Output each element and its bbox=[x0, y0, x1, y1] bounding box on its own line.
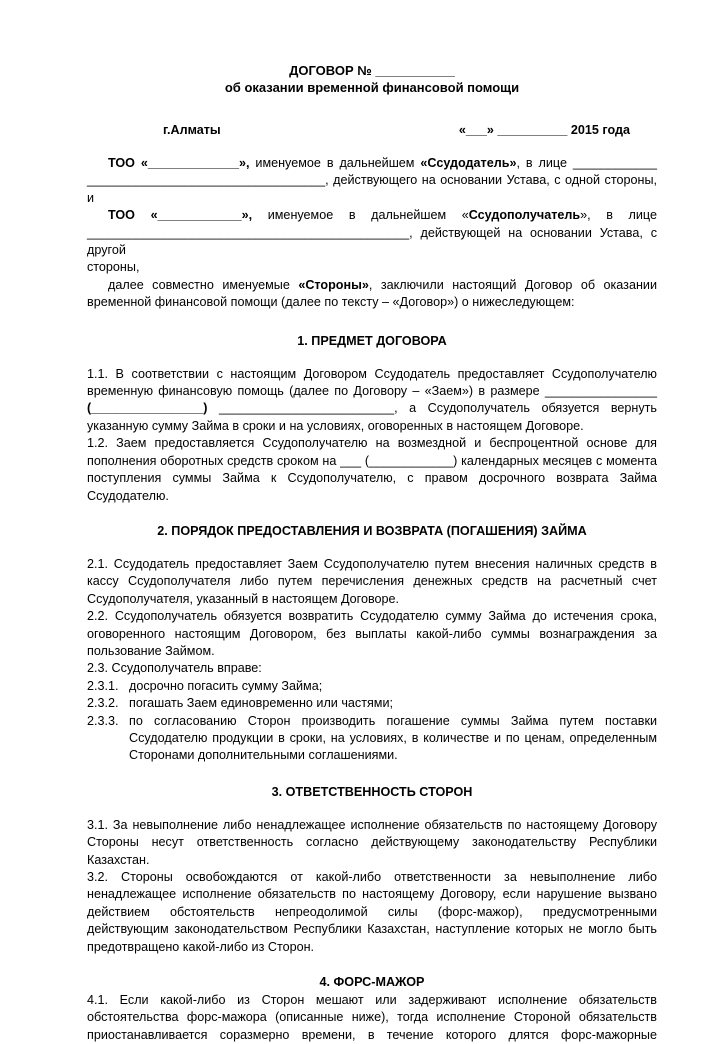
clause-2-1: 2.1. Ссудодатель предоставляет Заем Ссудополучателю путем внесения наличных средств в кассу Ссудополучателя либо путем перечисления денежных средств на расчетный счет Ссудополучателя, указанный в настоящем Договоре. bbox=[87, 556, 657, 606]
section-3-title: 3. ОТВЕТСТВЕННОСТЬ СТОРОН bbox=[271, 784, 473, 799]
party2-line3: стороны, bbox=[87, 260, 140, 275]
clause-1-2: 1.2. Заем предоставляется Ссудополучателю на возмездной и беспроцентной основе для пополнения оборотных средств сроком на ___ (____________) календарных месяцев с момента поступления суммы Займа к Ссудополучателю, с правом досрочного возврата Займа Ссудодателю. bbox=[87, 436, 657, 503]
section-3 bbox=[87, 817, 657, 956]
contract-title: ДОГОВОР № ___________ bbox=[289, 63, 455, 78]
clause-3-1: 3.1. За невыполнение либо ненадлежащее исполнение обязательств по настоящему Договору Стороны несут ответственность согласно действующему законодательству Республики Казахстан. bbox=[87, 817, 657, 867]
contract-subtitle: об оказании временной финансовой помощи bbox=[224, 80, 520, 95]
list-item: 2.3.2. погашать Заем единовременно или частями; bbox=[87, 696, 393, 711]
parties-block bbox=[87, 155, 657, 312]
party1-line1: ТОО «_____________», именуемое в дальнейшем «Ссудодатель», в лице ____________ bbox=[108, 156, 657, 170]
section-1-title: 1. ПРЕДМЕТ ДОГОВОРА bbox=[297, 333, 447, 348]
list-item: 2.3.1. досрочно погасить сумму Займа; bbox=[87, 678, 323, 693]
city: г.Алматы bbox=[163, 123, 221, 137]
section-4 bbox=[87, 992, 657, 1044]
clause-2-2: 2.2. Ссудополучатель обязуется возвратить Ссудодателю сумму Займа до истечения срока, оговоренного настоящим Договором, без выплаты какой-либо суммы вознаграждения за пользование Займом. bbox=[87, 609, 657, 658]
party1-line2: __________________________________, действующего на основании Устава, с одной стороны, и bbox=[87, 173, 657, 205]
clause-1-1: 1.1. В соответствии с настоящим Договором Ссудодатель предоставляет Ссудополучателю временную финансовую помощь (далее по Договору – «Заем») в размере ________________ (________________) _________________________, а Ссудополучатель обязуется вернуть указанную сумму Займа в сроки и на условиях, оговоренных в настоящем Договоре. bbox=[87, 366, 657, 433]
clause-2-3: 2.3. Ссудополучатель вправе: bbox=[87, 661, 262, 676]
section-1 bbox=[87, 366, 657, 505]
joint-clause: далее совместно именуемые «Стороны», заключили настоящий Договор об оказании временной финансовой помощи (далее по тексту – «Договор») о нижеследующем: bbox=[87, 277, 657, 310]
section-2 bbox=[87, 556, 657, 765]
contract-date: «___» __________ 2015 года bbox=[458, 123, 630, 137]
section-4-title: 4. ФОРС-МАЖОР bbox=[319, 975, 425, 990]
section-2-title: 2. ПОРЯДОК ПРЕДОСТАВЛЕНИЯ И ВОЗВРАТА (ПОГАШЕНИЯ) ЗАЙМА bbox=[157, 523, 587, 538]
list-item: 2.3.3. по согласованию Сторон производить погашение суммы Займа путем поставки Ссудодателю продукции в сроки, на условиях, в количестве и по ценам, определенным Сторонами дополнительными соглашениями. bbox=[87, 713, 657, 763]
clause-4-1: 4.1. Если какой-либо из Сторон мешают или задерживают исполнение обязательств обстоятельства форс-мажора (описанные ниже), тогда исполнение Стороной обязательств приостанавливается соразмерно времени, в течение которого длятся форс-мажорные bbox=[87, 993, 657, 1042]
clause-3-2: 3.2. Стороны освобождаются от какой-либо ответственности за невыполнение либо ненадлежащее исполнение обязательств по настоящему Договору, если нарушение вызвано действием обстоятельств непреодолимой силы (форс-мажор), предусмотренными действующим законодательством Республики Казахстан, наступление которых не могло быть предотвращено какой-либо из Сторон. bbox=[87, 870, 657, 954]
place-date-row bbox=[87, 121, 657, 139]
document-page bbox=[87, 62, 657, 1044]
party2-line2: ______________________________________________, действующей на основании Устава, с другой bbox=[87, 225, 657, 258]
party2-line1: ТОО «____________», именуемое в дальнейшем «Ссудополучатель», в лице bbox=[108, 208, 657, 223]
